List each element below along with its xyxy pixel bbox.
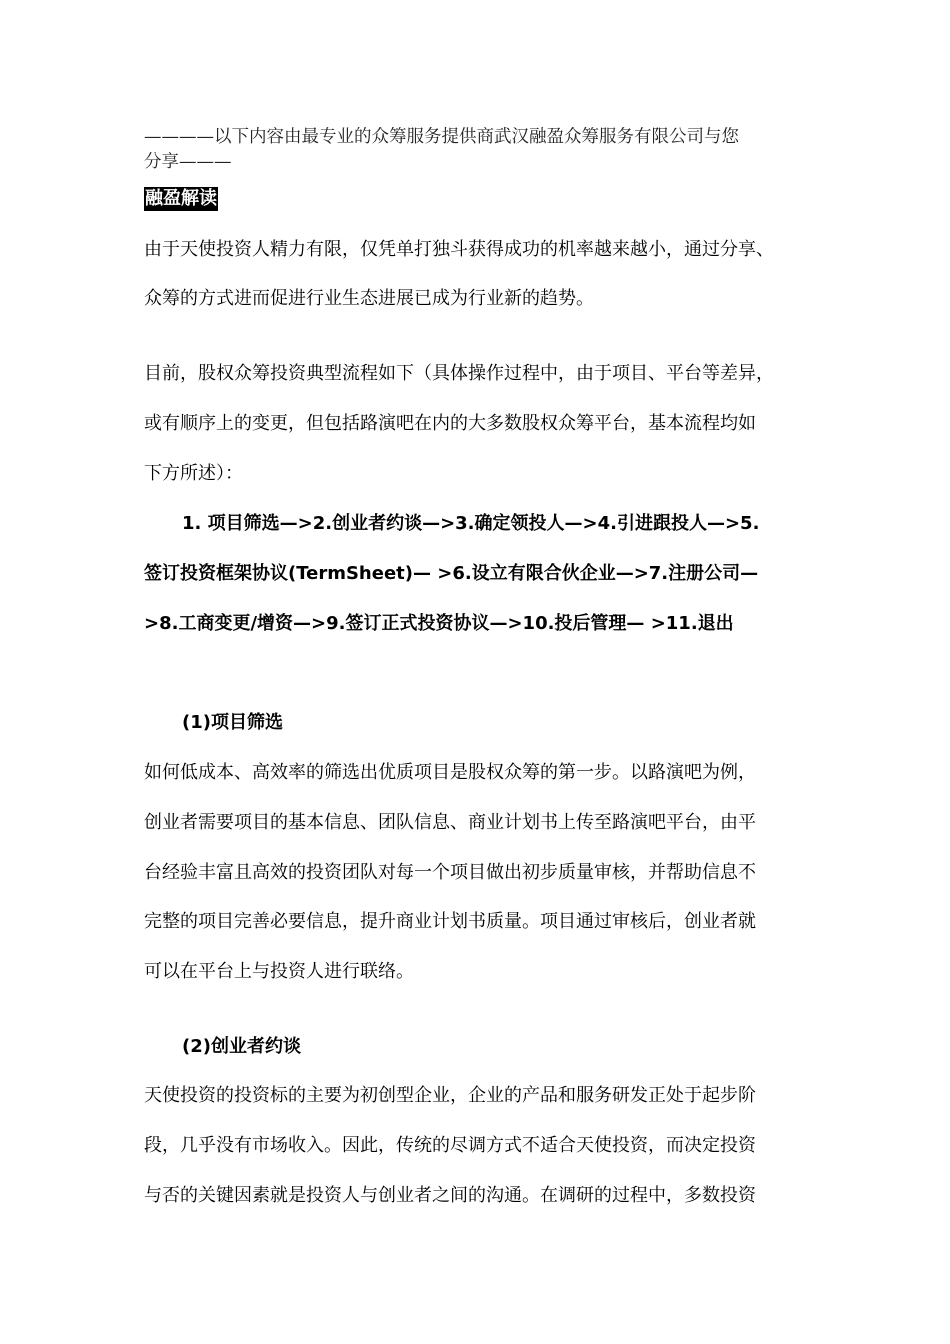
section1-line-3: 台经验丰富且高效的投资团队对每一个项目做出初步质量审核，并帮助信息不: [144, 862, 756, 883]
steps-line-2: 签订投资框架协议(TermSheet)— >6.设立有限合伙企业—>7.注册公司—: [144, 563, 759, 584]
section-label: 融盈解读: [145, 188, 217, 209]
steps-line-1: 1. 项目筛选—>2.创业者约谈—>3.确定领投人—>4.引进跟投人—>5.: [182, 513, 760, 534]
section1-line-1: 如何低成本、高效率的筛选出优质项目是股权众筹的第一步。以路演吧为例，: [144, 762, 756, 783]
process-intro-line-1: 目前，股权众筹投资典型流程如下（具体操作过程中，由于项目、平台等差异，: [144, 363, 774, 384]
section1-line-4: 完整的项目完善必要信息，提升商业计划书质量。项目通过审核后，创业者就: [144, 911, 756, 932]
process-intro-line-3: 下方所述）：: [144, 463, 243, 484]
section1-heading: (1)项目筛选: [182, 712, 283, 733]
section2-heading: (2)创业者约谈: [182, 1036, 301, 1057]
section2-line-2: 段，几乎没有市场收入。因此，传统的尽调方式不适合天使投资，而决定投资: [144, 1135, 756, 1156]
steps-line-3: >8.工商变更/增资—>9.签订正式投资协议—>10.投后管理— >11.退出: [144, 613, 734, 634]
process-intro-line-2: 或有顺序上的变更，但包括路演吧在内的大多数股权众筹平台，基本流程均如: [144, 413, 756, 434]
section1-line-5: 可以在平台上与投资人进行联络。: [144, 961, 414, 982]
header-line-1: ————以下内容由最专业的众筹服务提供商武汉融盈众筹服务有限公司与您: [144, 127, 739, 147]
section2-line-1: 天使投资的投资标的主要为初创型企业，企业的产品和服务研发正处于起步阶: [144, 1085, 756, 1106]
section2-line-3: 与否的关键因素就是投资人与创业者之间的沟通。在调研的过程中，多数投资: [144, 1185, 756, 1206]
intro-line-1: 由于天使投资人精力有限，仅凭单打独斗获得成功的机率越来越小，通过分享、: [144, 239, 774, 260]
section1-line-2: 创业者需要项目的基本信息、团队信息、商业计划书上传至路演吧平台，由平: [144, 812, 756, 833]
header-line-2: 分享———: [144, 152, 232, 172]
intro-line-2: 众筹的方式进而促进行业生态进展已成为行业新的趋势。: [144, 288, 594, 309]
